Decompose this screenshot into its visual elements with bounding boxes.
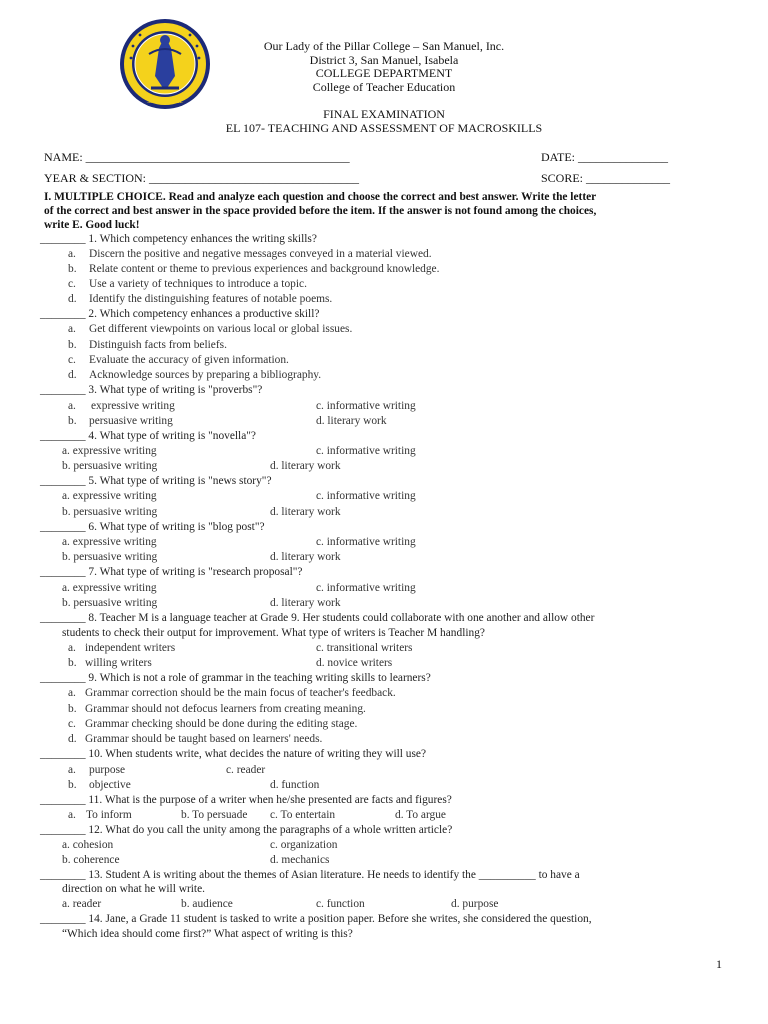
q9-option-d-letter: d. bbox=[68, 733, 77, 745]
question-2: ________ 2. Which competency enhances a productive skill? bbox=[40, 308, 320, 320]
year-section-field: YEAR & SECTION: ___________________________________ bbox=[44, 171, 359, 185]
q7-option-a: a. expressive writing bbox=[62, 582, 157, 594]
q1-option-d: Identify the distinguishing features of notable poems. bbox=[89, 293, 333, 305]
q7-option-b: b. persuasive writing bbox=[62, 597, 158, 609]
question-9: ________ 9. Which is not a role of grammar in the teaching writing skills to learners? bbox=[40, 672, 431, 684]
q1-option-c: Use a variety of techniques to introduce a topic. bbox=[89, 278, 307, 290]
institution-address: District 3, San Manuel, Isabela bbox=[309, 52, 459, 67]
q9-option-d: Grammar should be taught based on learners' needs. bbox=[85, 733, 323, 745]
q2-option-c: Evaluate the accuracy of given information. bbox=[89, 354, 289, 366]
q8-option-d: d. novice writers bbox=[316, 657, 393, 669]
q12-option-b: b. coherence bbox=[62, 854, 120, 866]
q13-option-b: b. audience bbox=[181, 898, 233, 910]
q1-option-d-letter: d. bbox=[68, 293, 77, 305]
q8-option-b: willing writers bbox=[85, 657, 152, 669]
q10-option-a: purpose bbox=[89, 764, 126, 776]
question-6: ________ 6. What type of writing is "blog post"? bbox=[40, 521, 265, 533]
q7-option-c: c. informative writing bbox=[316, 582, 416, 594]
q8-option-a-letter: a. bbox=[68, 642, 76, 654]
q7-option-d: d. literary work bbox=[270, 597, 341, 609]
question-10: ________ 10. When students write, what decides the nature of writing they will use? bbox=[40, 748, 427, 760]
q11-option-c: c. To entertain bbox=[270, 809, 336, 821]
institution-name: Our Lady of the Pillar College – San Manuel, Inc. bbox=[263, 39, 505, 53]
q11-option-a-letter: a. bbox=[68, 809, 76, 821]
q1-option-c-letter: c. bbox=[68, 278, 76, 290]
course-title: EL 107- TEACHING AND ASSESSMENT OF MACROSKILLS bbox=[225, 120, 543, 135]
page-number: 1 bbox=[716, 957, 722, 971]
question-8-continued: students to check their output for improvement. What type of writers is Teacher M handling? bbox=[62, 627, 485, 639]
q2-option-b: Distinguish facts from beliefs. bbox=[89, 339, 227, 351]
q4-option-d: d. literary work bbox=[270, 460, 341, 472]
q6-option-b: b. persuasive writing bbox=[62, 551, 158, 563]
q9-option-c-letter: c. bbox=[68, 718, 76, 730]
q12-option-a: a. cohesion bbox=[62, 839, 114, 851]
q8-option-a: independent writers bbox=[85, 642, 176, 654]
q13-option-d: d. purpose bbox=[451, 898, 499, 910]
q6-option-c: c. informative writing bbox=[316, 536, 416, 548]
q10-option-a-letter: a. bbox=[68, 764, 76, 776]
question-5: ________ 5. What type of writing is "news story"? bbox=[40, 475, 272, 487]
q2-option-d-letter: d. bbox=[68, 369, 77, 381]
q2-option-a-letter: a. bbox=[68, 323, 76, 335]
question-13-continued: direction on what he will write. bbox=[62, 883, 205, 895]
question-7: ________ 7. What type of writing is "research proposal"? bbox=[40, 566, 303, 578]
q5-option-a: a. expressive writing bbox=[62, 490, 157, 502]
q9-option-a: Grammar correction should be the main focus of teacher's feedback. bbox=[85, 687, 396, 699]
q4-option-b: b. persuasive writing bbox=[62, 460, 158, 472]
q2-option-c-letter: c. bbox=[68, 354, 76, 366]
q8-option-c: c. transitional writers bbox=[316, 642, 413, 654]
q1-option-b: Relate content or theme to previous experiences and background knowledge. bbox=[89, 263, 440, 275]
q4-option-a: a. expressive writing bbox=[62, 445, 157, 457]
department-name: COLLEGE DEPARTMENT bbox=[315, 66, 453, 80]
q3-option-a: expressive writing bbox=[91, 400, 175, 412]
q9-option-b-letter: b. bbox=[68, 703, 77, 715]
instructions-line-3: write E. Good luck! bbox=[44, 219, 140, 231]
date-field: DATE: _______________ bbox=[541, 150, 668, 164]
question-12: ________ 12. What do you call the unity among the paragraphs of a whole written article? bbox=[40, 824, 453, 836]
q1-option-a-letter: a. bbox=[68, 248, 76, 260]
question-8: ________ 8. Teacher M is a language teacher at Grade 9. Her students could collaborate with one another and allow other bbox=[40, 612, 595, 624]
question-3: ________ 3. What type of writing is "proverbs"? bbox=[40, 384, 263, 396]
q3-option-b: persuasive writing bbox=[89, 415, 173, 427]
question-11: ________ 11. What is the purpose of a writer when he/she presented are facts and figures? bbox=[40, 794, 452, 806]
q3-option-d: d. literary work bbox=[316, 415, 387, 427]
q11-option-a: To inform bbox=[86, 809, 132, 821]
q3-option-b-letter: b. bbox=[68, 415, 77, 427]
q10-option-b-letter: b. bbox=[68, 779, 77, 791]
q4-option-c: c. informative writing bbox=[316, 445, 416, 457]
q2-option-a: Get different viewpoints on various local or global issues. bbox=[89, 323, 353, 335]
q12-option-c: c. organization bbox=[270, 839, 338, 851]
seal-text: SAN MANUEL bbox=[147, 99, 183, 105]
q9-option-a-letter: a. bbox=[68, 687, 76, 699]
question-14-continued: “Which idea should come first?” What aspect of writing is this? bbox=[62, 928, 353, 940]
q6-option-d: d. literary work bbox=[270, 551, 341, 563]
q6-option-a: a. expressive writing bbox=[62, 536, 157, 548]
q10-option-c: c. reader bbox=[226, 764, 266, 776]
q10-option-d: d. function bbox=[270, 779, 320, 791]
q8-option-b-letter: b. bbox=[68, 657, 77, 669]
q10-option-b: objective bbox=[89, 779, 131, 791]
score-field: SCORE: ______________ bbox=[541, 171, 671, 185]
q13-option-c: c. function bbox=[316, 898, 365, 910]
q11-option-d: d. To argue bbox=[395, 809, 446, 821]
question-13: ________ 13. Student A is writing about the themes of Asian literature. He needs to identify the __________ to have a bbox=[40, 869, 580, 881]
q3-option-a-letter: a. bbox=[68, 400, 76, 412]
q2-option-b-letter: b. bbox=[68, 339, 77, 351]
question-1: ________ 1. Which competency enhances the writing skills? bbox=[40, 233, 317, 245]
question-14: ________ 14. Jane, a Grade 11 student is tasked to write a position paper. Before she writes, she considered the question, bbox=[40, 913, 592, 925]
q5-option-b: b. persuasive writing bbox=[62, 506, 158, 518]
q2-option-d: Acknowledge sources by preparing a bibliography. bbox=[89, 369, 322, 381]
instructions-line-1: I. MULTIPLE CHOICE. Read and analyze each question and choose the correct and best answer. Write the letter bbox=[44, 191, 597, 203]
instructions-line-2: of the correct and best answer in the space provided before the item. If the answer is not found among the choices, bbox=[44, 205, 597, 217]
q9-option-c: Grammar checking should be done during the editing stage. bbox=[85, 718, 358, 730]
q11-option-b: b. To persuade bbox=[181, 809, 248, 821]
college-name: College of Teacher Education bbox=[312, 79, 456, 94]
exam-title: FINAL EXAMINATION bbox=[323, 107, 445, 121]
name-field: NAME: ____________________________________________ bbox=[44, 150, 350, 164]
q1-option-a: Discern the positive and negative messages conveyed in a material viewed. bbox=[89, 248, 432, 260]
q9-option-b: Grammar should not defocus learners from creating meaning. bbox=[85, 703, 366, 715]
q3-option-c: c. informative writing bbox=[316, 400, 416, 412]
q13-option-a: a. reader bbox=[62, 898, 102, 910]
q12-option-d: d. mechanics bbox=[270, 854, 330, 866]
q1-option-b-letter: b. bbox=[68, 263, 77, 275]
question-4: ________ 4. What type of writing is "novella"? bbox=[40, 430, 256, 442]
q5-option-d: d. literary work bbox=[270, 506, 341, 518]
q5-option-c: c. informative writing bbox=[316, 490, 416, 502]
